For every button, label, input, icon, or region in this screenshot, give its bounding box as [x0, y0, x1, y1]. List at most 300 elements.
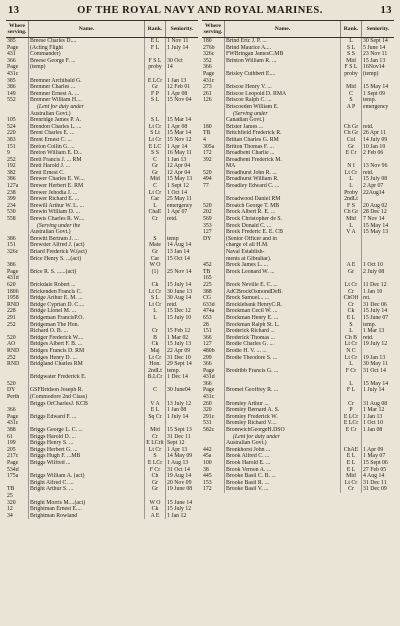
name-cell [29, 71, 145, 78]
rank-cell: Mid [341, 473, 362, 480]
where-serving-cell [6, 223, 29, 230]
table-row [202, 117, 394, 124]
table-row [202, 467, 394, 474]
rank-cell: F L [145, 45, 166, 52]
name-cell: Broderick Richard ... [225, 328, 341, 335]
table-row [6, 223, 198, 230]
name-cell [225, 78, 341, 85]
name-cell: Bremner Charles ... [29, 84, 145, 91]
seniority-cell: 15 July 12 [166, 506, 199, 513]
rank-cell [341, 394, 362, 401]
where-serving-cell: 225 [203, 281, 212, 288]
table-row [6, 242, 198, 249]
right-rows [202, 38, 394, 493]
where-serving-cell: Page [7, 44, 19, 51]
rank-cell: Lt Cr [145, 190, 166, 197]
name-cell: Brockman Cecil W. ... [225, 308, 341, 315]
table-row [202, 315, 394, 322]
rank-cell [341, 117, 362, 124]
seniority-cell: 15 July 13 [166, 341, 199, 348]
seniority-cell: 1 Jan 13 [362, 414, 395, 421]
rank-cell: Mid [341, 58, 362, 65]
table-row [202, 97, 394, 104]
seniority-cell: 31 Aug 08 [362, 401, 395, 408]
table-row [6, 473, 198, 480]
seniority-cell: 1 Jan 10 [362, 289, 395, 296]
table-row [6, 420, 198, 427]
header-seniority: Seniority. [166, 21, 199, 38]
table-row [202, 282, 394, 289]
name-cell: (temp) [29, 64, 145, 71]
rank-cell: Lt Cr [341, 170, 362, 177]
name-cell: FWBringan JamesC.MB [225, 51, 341, 58]
rank-cell: Maj [145, 348, 166, 355]
rank-cell: Lt Cr [341, 355, 362, 362]
table-row [202, 414, 394, 421]
name-cell: (Commodore 2nd Class) [29, 394, 145, 401]
where-serving-cell: 633d [203, 301, 215, 308]
seniority-cell: 2 July 08 [362, 269, 395, 276]
seniority-cell: 30 May 11 [362, 361, 395, 368]
seniority-cell: 1 Jan 08 [362, 427, 395, 434]
where-serving-cell: 326c [203, 51, 215, 58]
rank-cell [145, 275, 166, 282]
name-cell: ments at Gibraltar). [225, 256, 341, 263]
table-row [202, 163, 394, 170]
seniority-cell: 1 Nov 11 [166, 38, 199, 45]
rank-cell: E L [341, 315, 362, 322]
table-row [202, 256, 394, 263]
name-cell: Breton William E. D... [29, 150, 145, 157]
seniority-cell [166, 381, 199, 388]
where-serving-cell: 172 [203, 486, 212, 493]
seniority-cell: 31 Oct 14 [166, 467, 199, 474]
where-serving-cell [202, 242, 225, 249]
rank-cell: Lt Cr [145, 124, 166, 131]
name-cell: Brooke Basil V. ... [225, 486, 341, 493]
name-cell [225, 381, 341, 388]
name-cell: (Serving under the [29, 223, 145, 230]
name-cell: Brice R. S. ......(act) [29, 269, 145, 276]
table-row [202, 144, 394, 151]
name-cell: Bright Arthur S. ... [29, 486, 145, 493]
name-cell: Brewer Charles E. W.... [29, 176, 145, 183]
table-row [202, 420, 394, 427]
seniority-cell [166, 71, 199, 78]
rank-cell: E Cr [341, 427, 362, 434]
rank-cell: Gr [145, 486, 166, 493]
rank-cell: E L [341, 460, 362, 467]
table-row [6, 209, 198, 216]
name-cell: Brewis Charles R. W.... [29, 216, 145, 223]
seniority-cell: 15 Mar 14 [166, 117, 199, 124]
where-serving-cell: 388 [203, 288, 212, 295]
rank-cell: F S L [341, 64, 362, 71]
name-cell: Brind Maurice A.... [225, 45, 341, 52]
name-cell: Brister James ... [225, 124, 341, 131]
left-column [6, 20, 198, 519]
seniority-cell: 2 Feb 06 [362, 150, 395, 157]
table-row [6, 64, 198, 71]
table-row [6, 196, 198, 203]
where-serving-cell [6, 401, 29, 408]
name-cell: Briggs Harold D. ... [29, 434, 145, 441]
seniority-cell: 19 Jan 13 [362, 355, 395, 362]
name-cell: Broadbent Frederick M. [225, 157, 341, 164]
rank-cell [341, 242, 362, 249]
rank-cell: B.LCr [145, 374, 166, 381]
seniority-cell: 1 Jan 12 [166, 513, 199, 520]
where-serving-cell: 205 [7, 446, 16, 453]
name-cell: Briggs Hugh F. ...MB [29, 453, 145, 460]
where-serving-cell: 582c [203, 427, 215, 434]
where-serving-cell: 558 [7, 216, 16, 223]
seniority-cell: 15 Dec 12 [166, 308, 199, 315]
rank-cell: Ck [145, 282, 166, 289]
rank-cell: S [341, 322, 362, 329]
rank-cell: V A [341, 229, 362, 236]
where-serving-cell: 260 [203, 400, 212, 407]
table-row [6, 176, 198, 183]
where-serving-cell: 149 [7, 90, 16, 97]
seniority-cell: 28 Dec 12 [362, 209, 395, 216]
rank-cell: E L [145, 38, 166, 45]
seniority-cell: 15 July 14 [166, 282, 199, 289]
table-row [202, 473, 394, 480]
seniority-cell: 1 Apr 14 [166, 144, 199, 151]
name-cell: BromwichGeorgeH.DSO [225, 427, 341, 434]
seniority-cell [362, 117, 395, 124]
rank-cell: Gr [145, 84, 166, 91]
table-row [6, 137, 198, 144]
table-row [202, 302, 394, 309]
name-cell: (Senior Officer and in [225, 236, 341, 243]
name-cell: Brooke Basil R. ... [225, 480, 341, 487]
where-serving-cell: Page [7, 413, 19, 420]
name-cell: Brittan Charles G. RM [225, 137, 341, 144]
rank-cell [341, 111, 362, 118]
rank-cell [145, 322, 166, 329]
name-cell: Broadley Edward C. ... [225, 183, 341, 190]
rank-cell: W O [145, 262, 166, 269]
name-cell: GSFBridson Joseph R. [29, 387, 145, 394]
where-serving-cell: 494 [203, 176, 212, 183]
where-serving-cell [6, 104, 29, 111]
table-row [202, 150, 394, 157]
seniority-cell: emergency [166, 203, 199, 210]
name-cell [225, 64, 341, 71]
where-serving-cell: 172 [203, 150, 212, 157]
seniority-cell: 14 Aug 14 [166, 242, 199, 249]
where-serving-cell [202, 104, 225, 111]
right-table [202, 20, 394, 493]
where-serving-cell: Perth [7, 394, 20, 401]
where-serving-cell: Page [7, 460, 19, 466]
name-cell: Bronkhorst John ... [225, 447, 341, 454]
rank-cell: Sq Cr [145, 414, 166, 421]
where-serving-cell: 100 [203, 460, 212, 466]
seniority-cell: retd. [362, 170, 395, 177]
rank-cell: E L [341, 467, 362, 474]
table-row [6, 262, 198, 269]
rank-cell [341, 157, 362, 164]
seniority-cell: 13 July 12 [166, 401, 199, 408]
where-serving-cell: 192 [7, 163, 16, 170]
where-serving-cell [202, 163, 225, 170]
table-row [202, 78, 394, 85]
where-serving-cell: 366 [7, 57, 16, 64]
where-serving-cell: TB [203, 268, 211, 275]
name-cell: Brewin William D. ... [29, 209, 145, 216]
where-serving-cell: 180 [203, 123, 212, 130]
table-row [202, 71, 394, 78]
where-serving-cell: 320 [7, 499, 16, 506]
where-serving-cell: 366 [7, 407, 16, 414]
seniority-cell [362, 440, 395, 447]
where-serving-cell [6, 328, 29, 335]
table-row [202, 64, 394, 71]
rank-cell: Cr [145, 328, 166, 335]
rank-cell [145, 104, 166, 111]
where-serving-cell: 202 [203, 209, 212, 216]
rank-cell: Gr [145, 163, 166, 170]
where-serving-cell: 520 [203, 169, 212, 176]
seniority-cell: 12 Apr 04 [166, 170, 199, 177]
header-where-serving: Where serving. [202, 21, 225, 38]
seniority-cell: 31 Dec 11 [362, 480, 395, 487]
seniority-cell: 30 June 13 [166, 289, 199, 296]
seniority-cell [166, 104, 199, 111]
rank-cell: F S L [145, 58, 166, 65]
name-cell [29, 493, 145, 500]
table-row [202, 480, 394, 487]
seniority-cell: 15 Sept 06 [362, 460, 395, 467]
rank-cell [341, 374, 362, 381]
rank-cell: E L [341, 453, 362, 460]
name-cell: Breese Charles D.... [29, 38, 145, 45]
rank-cell: C [145, 387, 166, 394]
where-serving-cell: CG [203, 295, 212, 302]
name-cell: MA [225, 163, 341, 170]
name-cell: Brock Christopher de S. [225, 216, 341, 223]
where-serving-cell: 534d [7, 466, 19, 473]
seniority-cell: retd. [362, 124, 395, 131]
rank-cell: L [341, 328, 362, 335]
table-row [202, 447, 394, 454]
seniority-cell: 4 Aug 14 [362, 473, 395, 480]
name-cell: (Acting Flight [29, 45, 145, 52]
where-serving-cell: 175a [7, 473, 19, 480]
seniority-cell: 1 Dec 14 [166, 374, 199, 381]
seniority-cell: 1 July 14 [166, 414, 199, 421]
seniority-cell: 16Nov14 [362, 64, 395, 71]
table-row [6, 381, 198, 388]
rank-cell: Cr [145, 434, 166, 441]
where-serving-cell: 445 [203, 473, 212, 480]
seniority-cell: 15 May 14 [362, 223, 395, 230]
seniority-cell: 14 July 09 [362, 137, 395, 144]
table-row [6, 506, 198, 513]
name-cell: Brodie Charles G. ... [225, 341, 341, 348]
where-serving-cell [6, 229, 29, 236]
rank-cell: Cr [341, 289, 362, 296]
name-cell: Bridges Albert F. B. ... [29, 341, 145, 348]
seniority-cell: 19 Aug 14 [166, 473, 199, 480]
table-row [202, 137, 394, 144]
where-serving-cell: 524 [7, 123, 16, 130]
rank-cell: Car [145, 256, 166, 263]
table-row [6, 500, 198, 507]
where-serving-cell: 431c [203, 77, 215, 84]
name-cell: Broadwood Daniel RM [225, 196, 341, 203]
rank-cell: P [341, 407, 362, 414]
seniority-cell: 23 Nov 11 [362, 51, 395, 58]
name-cell: Brock Neville E. C. ... [225, 282, 341, 289]
seniority-cell: 1 Aug 13 [166, 460, 199, 467]
name-cell [29, 262, 145, 269]
seniority-cell: temp [166, 236, 199, 243]
rank-cell: Cr [341, 486, 362, 493]
name-cell: Bridgwater Frederick E. [29, 374, 145, 381]
where-serving-cell: 25 [7, 492, 13, 499]
where-serving-cell: 126 [203, 97, 212, 104]
rank-cell [341, 434, 362, 441]
table-row [6, 289, 198, 296]
where-serving-cell: 291 [7, 314, 16, 321]
seniority-cell: 26 Apr 11 [362, 130, 395, 137]
where-serving-cell: Page [7, 268, 19, 275]
table-row [6, 130, 198, 137]
name-cell [29, 275, 145, 282]
seniority-cell: 15 Nov 04 [166, 97, 199, 104]
seniority-cell [362, 249, 395, 256]
seniority-cell [362, 256, 395, 263]
seniority-cell: 31 Dec 09 [362, 486, 395, 493]
seniority-cell: 20 Aug 02 [362, 203, 395, 210]
rank-cell [145, 51, 166, 58]
table-row [202, 242, 394, 249]
page-number-right: 13 [380, 5, 392, 16]
where-serving-cell: 431 [7, 51, 16, 58]
where-serving-cell: 385 [7, 38, 16, 44]
table-row [6, 51, 198, 58]
rank-cell [145, 229, 166, 236]
where-serving-cell: 431d [7, 275, 19, 282]
left-table [6, 20, 198, 519]
header-name: Name. [225, 21, 341, 38]
seniority-cell: 15 Nov 12 [166, 137, 199, 144]
seniority-cell: 19 July 12 [362, 341, 395, 348]
where-serving-cell: 386 [7, 262, 16, 269]
name-cell: Bright Alfred C. ... [29, 480, 145, 487]
where-serving-cell: 382 [7, 169, 16, 176]
seniority-cell [362, 111, 395, 118]
where-serving-cell: 552 [7, 97, 16, 104]
rank-cell: N C [341, 348, 362, 355]
name-cell [225, 374, 341, 381]
table-row [6, 249, 198, 256]
table-row [6, 78, 198, 85]
where-serving-cell: 383 [7, 136, 16, 143]
name-cell: Briard Frederick W.(act) [29, 249, 145, 256]
rank-cell: S S [145, 150, 166, 157]
where-serving-cell [202, 196, 225, 203]
table-row [6, 216, 198, 223]
seniority-cell: 15 June 14 [166, 500, 199, 507]
table-row [202, 170, 394, 177]
seniority-cell: 12 Feb 01 [166, 84, 199, 91]
table-row [202, 460, 394, 467]
where-serving-cell: 217c [7, 453, 19, 460]
seniority-cell: ret. [362, 295, 395, 302]
table-row [202, 38, 394, 45]
where-serving-cell [6, 256, 29, 263]
seniority-cell: (temp) [362, 71, 395, 78]
rank-cell: B [145, 335, 166, 342]
rank-cell: Lt Cr [341, 341, 362, 348]
table-row [202, 183, 394, 190]
where-serving-cell: 388 [7, 427, 16, 434]
where-serving-cell: TB [203, 130, 211, 137]
where-serving-cell: 1958 [7, 295, 19, 302]
where-serving-cell: 180 [203, 38, 212, 44]
where-serving-cell: 276b [203, 44, 215, 51]
seniority-cell: 15 Sept 13 [166, 427, 199, 434]
seniority-cell: 1 Apr 08 [166, 91, 199, 98]
name-cell: Briscoe Ralph C. ... [225, 97, 341, 104]
table-row [6, 170, 198, 177]
where-serving-cell: 474a [203, 308, 215, 315]
seniority-cell: 1 Jan 13 [166, 157, 199, 164]
where-serving-cell: DY [203, 235, 212, 242]
rank-cell: (1) [145, 269, 166, 276]
table-row [6, 71, 198, 78]
table-row [202, 427, 394, 434]
name-cell: Brewill Arthur W. L. ... [29, 203, 145, 210]
rank-cell: Ck [341, 308, 362, 315]
table-row [202, 111, 394, 118]
where-serving-cell: Page [203, 387, 215, 394]
name-cell: Australian Govt.) [29, 111, 145, 118]
where-serving-cell: 127 [203, 341, 212, 348]
seniority-cell: 22 Apr 09 [166, 348, 199, 355]
name-cell: Australian Govt.) [29, 229, 145, 236]
seniority-cell: 1 May 07 [362, 453, 395, 460]
table-row [6, 269, 198, 276]
seniority-cell: 1 Mar 13 [362, 328, 395, 335]
table-row [6, 275, 198, 282]
seniority-cell: 16 May 11 [166, 150, 199, 157]
table-row [202, 381, 394, 388]
seniority-cell [166, 111, 199, 118]
table-row [6, 163, 198, 170]
name-cell: Brooke Basil C. B. ... [225, 473, 341, 480]
where-serving-cell [6, 111, 29, 118]
rank-cell: E LCr [145, 460, 166, 467]
where-serving-cell [202, 256, 225, 263]
rank-cell: E LCrlt [146, 440, 164, 447]
table-row [6, 440, 198, 447]
table-row [202, 394, 394, 401]
rank-cell: Hon. [145, 361, 166, 368]
rank-cell: F Cr [145, 467, 166, 474]
where-serving-cell: 252 [7, 354, 16, 361]
name-cell: Brinton William R. ... [225, 58, 341, 65]
table-row [202, 262, 394, 269]
where-serving-cell: 228 [7, 308, 16, 315]
name-cell: Bremner William H.... [29, 97, 145, 104]
table-row [202, 355, 394, 362]
